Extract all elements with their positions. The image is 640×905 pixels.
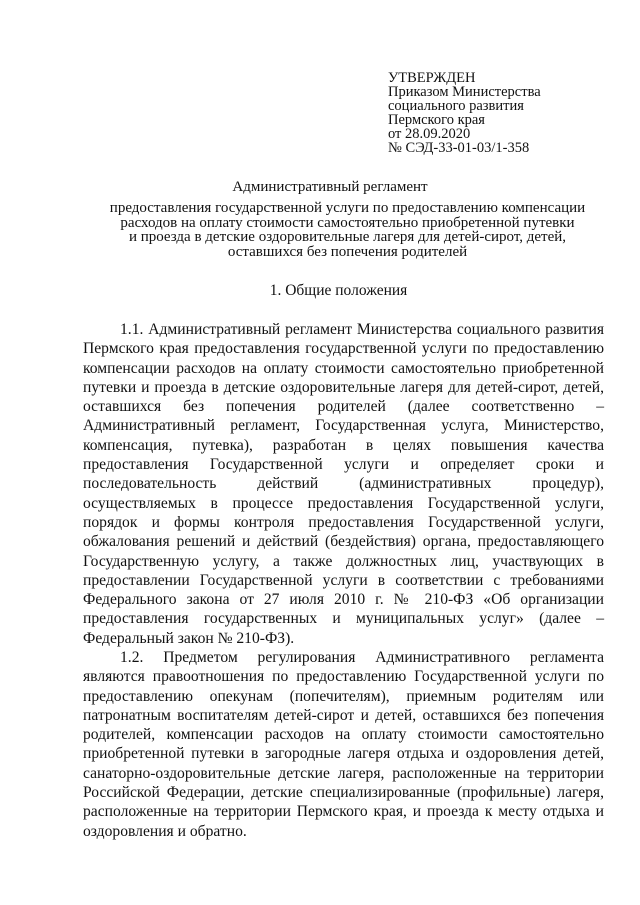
paragraph-1-2: 1.2. Предметом регулирования Административного регламента являются правоотношения по предоставлению Государственной услуги по предоставлению опекунам (попечителям), приемным родителям или патронатным воспитателям детей-сирот и детей, оставшихся без попечения родителей, компенсации расходов на оплату стоимости самостоятельно приобретенной путевки в загородные лагеря отдыха и оздоровления детей, санаторно-оздоровительные детские лагеря, расположенные на территории Российской Федерации, детские специализированные (профильные) лагеря, расположенные на территории Пермского края, и проезда к месту отдыха и оздоровления и обратно. [83,649,604,840]
approval-line: Пермского края [388,112,485,128]
subtitle-line: и проезда в детские оздоровительные лагеря для детей-сирот, детей, [128,229,567,245]
subtitle-line: расходов на оплату стоимости самостоятельно приобретенной путевки [120,214,575,231]
approval-line: Приказом Министерства [388,84,541,100]
document-title: Административный регламент [232,179,428,195]
approval-line: УТВЕРЖДЕН [388,70,476,86]
approval-line: от 28.09.2020 [388,126,471,142]
paragraph-1-1: 1.1. Административный регламент Министерства социального развития Пермского края предоставления государственной услуги по предоставлению компенсации расходов на оплату стоимости самостоятельно приобретенной путевки и проезда в детские оздоровительные лагеря для детей-сирот, детей, оставшихся без попечения родителей (далее соответственно – Административный регламент, Государственная услуга, Министерство, компенсация, путевка), разработан в целях повышения качества предоставления Государственной услуги и определяет сроки и последовательность действий (административных процедур), осуществляемых в процессе предоставления Государственной услуги, порядок и формы контроля предоставления Государственной услуги, обжалования решений и действий (бездействия) органа, предоставляющего Государственную услугу, а также должностных лиц, участвующих в предоставлении Государственной услуги в соответствии с требованиями Федерального закона от 27 июля 2010 г. № 210-ФЗ «Об организации предоставления государственных и муниципальных услуг» (далее – Федеральный закон № 210-ФЗ). [83,321,604,647]
section-heading: 1. Общие положения [269,282,408,299]
approval-stamp [388,71,608,155]
subtitle-line: оставшихся без попечения родителей [227,243,468,260]
document-subtitle [80,201,615,259]
approval-line: № СЭД-33-01-03/1-358 [388,140,530,156]
approval-line: социального развития [388,98,524,114]
subtitle-line: предоставления государственной услуги по предоставлению компенсации [109,200,586,216]
